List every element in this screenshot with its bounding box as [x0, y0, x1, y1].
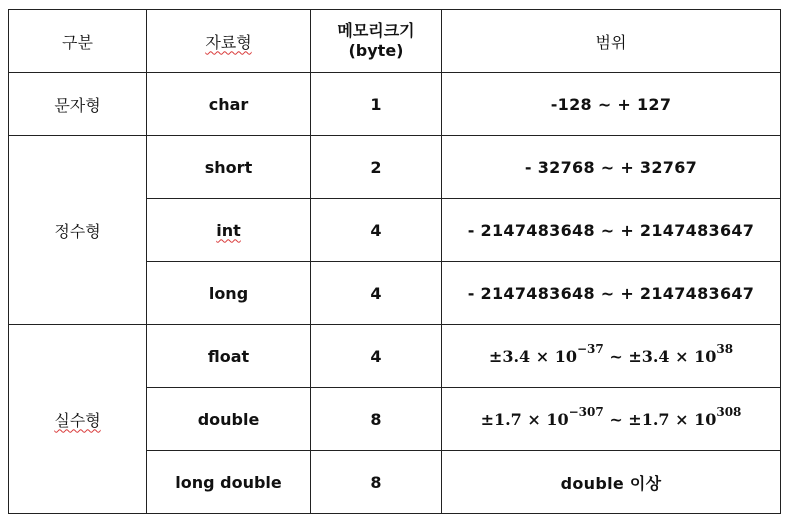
type-cell: char [147, 73, 311, 136]
size-cell: 8 [311, 388, 442, 451]
header-row [9, 10, 781, 73]
type-cell: short [147, 136, 311, 199]
type-cell: double [147, 388, 311, 451]
range-right-exponent: 308 [716, 404, 742, 419]
range-cell: -128 ~ + 127 [442, 73, 781, 136]
size-cell: 8 [311, 451, 442, 514]
range-left-mantissa: ±1.7 × 10 [480, 409, 569, 429]
range-left-exponent: −37 [576, 341, 604, 356]
range-separator: ~ [609, 409, 623, 429]
type-cell: long double [147, 451, 311, 514]
type-cell: long [147, 262, 311, 325]
range-cell: - 32768 ~ + 32767 [442, 136, 781, 199]
data-type-table [8, 9, 781, 514]
range-cell: - 2147483648 ~ + 2147483647 [442, 262, 781, 325]
header-type: 자료형 [147, 10, 311, 73]
size-cell: 2 [311, 136, 442, 199]
range-cell: - 2147483648 ~ + 2147483647 [442, 199, 781, 262]
group-int: 정수형 [9, 136, 147, 325]
range-cell [442, 325, 781, 388]
range-right-exponent: 38 [716, 341, 734, 356]
range-right-mantissa: ±3.4 × 10 [628, 346, 717, 366]
range-left-exponent: −307 [568, 404, 604, 419]
range-cell: double 이상 [442, 451, 781, 514]
type-cell: float [147, 325, 311, 388]
range-right-mantissa: ±1.7 × 10 [628, 409, 717, 429]
size-cell: 4 [311, 262, 442, 325]
table-row [9, 136, 781, 199]
group-char: 문자형 [9, 73, 147, 136]
table-row [9, 73, 781, 136]
header-size-line2: (byte) [348, 41, 404, 60]
size-cell: 4 [311, 199, 442, 262]
range-separator: ~ [609, 346, 623, 366]
header-range: 범위 [442, 10, 781, 73]
size-cell: 4 [311, 325, 442, 388]
group-real: 실수형 [9, 325, 147, 514]
size-cell: 1 [311, 73, 442, 136]
range-left-mantissa: ±3.4 × 10 [488, 346, 577, 366]
header-size-line1: 메모리크기 [337, 21, 415, 40]
type-cell: int [147, 199, 311, 262]
header-category: 구분 [9, 10, 147, 73]
header-size [311, 10, 442, 73]
range-cell [442, 388, 781, 451]
table-row [9, 325, 781, 388]
